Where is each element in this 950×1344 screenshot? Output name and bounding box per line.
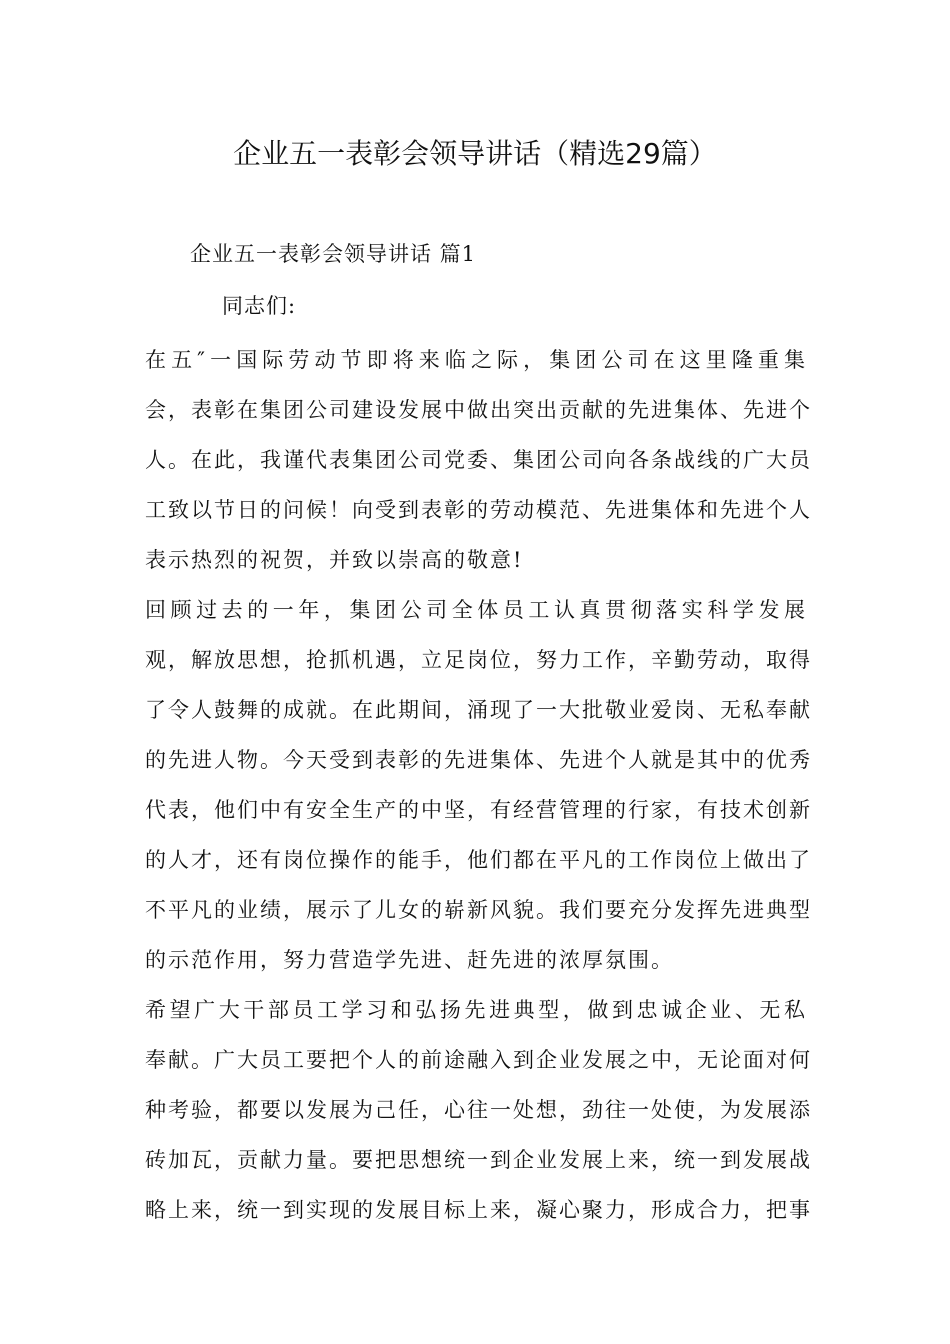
text-line: 观，解放思想，抢抓机遇，立足岗位，努力工作，辛勤劳动，取得 xyxy=(145,648,812,672)
text-line: 希望广大干部员工学习和弘扬先进典型，做到忠诚企业、无私 xyxy=(145,998,807,1022)
text-line: 表示热烈的祝贺，并致以崇高的敬意! xyxy=(145,548,524,572)
greeting-text: 同志们: xyxy=(222,294,297,318)
paragraph-1 xyxy=(145,335,812,585)
paragraph-3 xyxy=(145,985,812,1235)
text-line: 会，表彰在集团公司建设发展中做出突出贡献的先进集体、先进个 xyxy=(145,398,812,422)
text-line: 的示范作用，努力营造学先进、赶先进的浓厚氛围。 xyxy=(145,948,674,972)
document-title: 企业五一表彰会领导讲话（精选29篇） xyxy=(233,137,717,170)
text-line: 在五″一国际劳动节即将来临之际，集团公司在这里隆重集 xyxy=(145,348,807,372)
text-line: 砖加瓦，贡献力量。要把思想统一到企业发展上来，统一到发展战 xyxy=(145,1148,812,1172)
paragraph-2 xyxy=(145,585,812,985)
text-line: 代表，他们中有安全生产的中坚，有经营管理的行家，有技术创新 xyxy=(145,798,812,822)
text-line: 的人才，还有岗位操作的能手，他们都在平凡的工作岗位上做出了 xyxy=(145,848,812,872)
text-line: 奉献。广大员工要把个人的前途融入到企业发展之中，无论面对何 xyxy=(145,1048,812,1072)
text-line: 不平凡的业绩，展示了儿女的崭新风貌。我们要充分发挥先进典型 xyxy=(145,898,812,922)
section-heading: 企业五一表彰会领导讲话 篇1 xyxy=(190,242,477,266)
text-line: 略上来，统一到实现的发展目标上来，凝心聚力，形成合力，把事 xyxy=(145,1198,812,1222)
text-line: 工致以节日的问候！向受到表彰的劳动模范、先进集体和先进个人 xyxy=(145,498,812,522)
text-line: 了令人鼓舞的成就。在此期间，涌现了一大批敬业爱岗、无私奉献 xyxy=(145,698,812,722)
text-line: 人。在此，我谨代表集团公司党委、集团公司向各条战线的广大员 xyxy=(145,448,812,472)
document-body xyxy=(145,335,812,1235)
text-line: 回顾过去的一年，集团公司全体员工认真贯彻落实科学发展 xyxy=(145,598,807,622)
text-line: 种考验，都要以发展为己任，心往一处想，劲往一处使，为发展添 xyxy=(145,1098,812,1122)
text-line: 的先进人物。今天受到表彰的先进集体、先进个人就是其中的优秀 xyxy=(145,748,812,772)
